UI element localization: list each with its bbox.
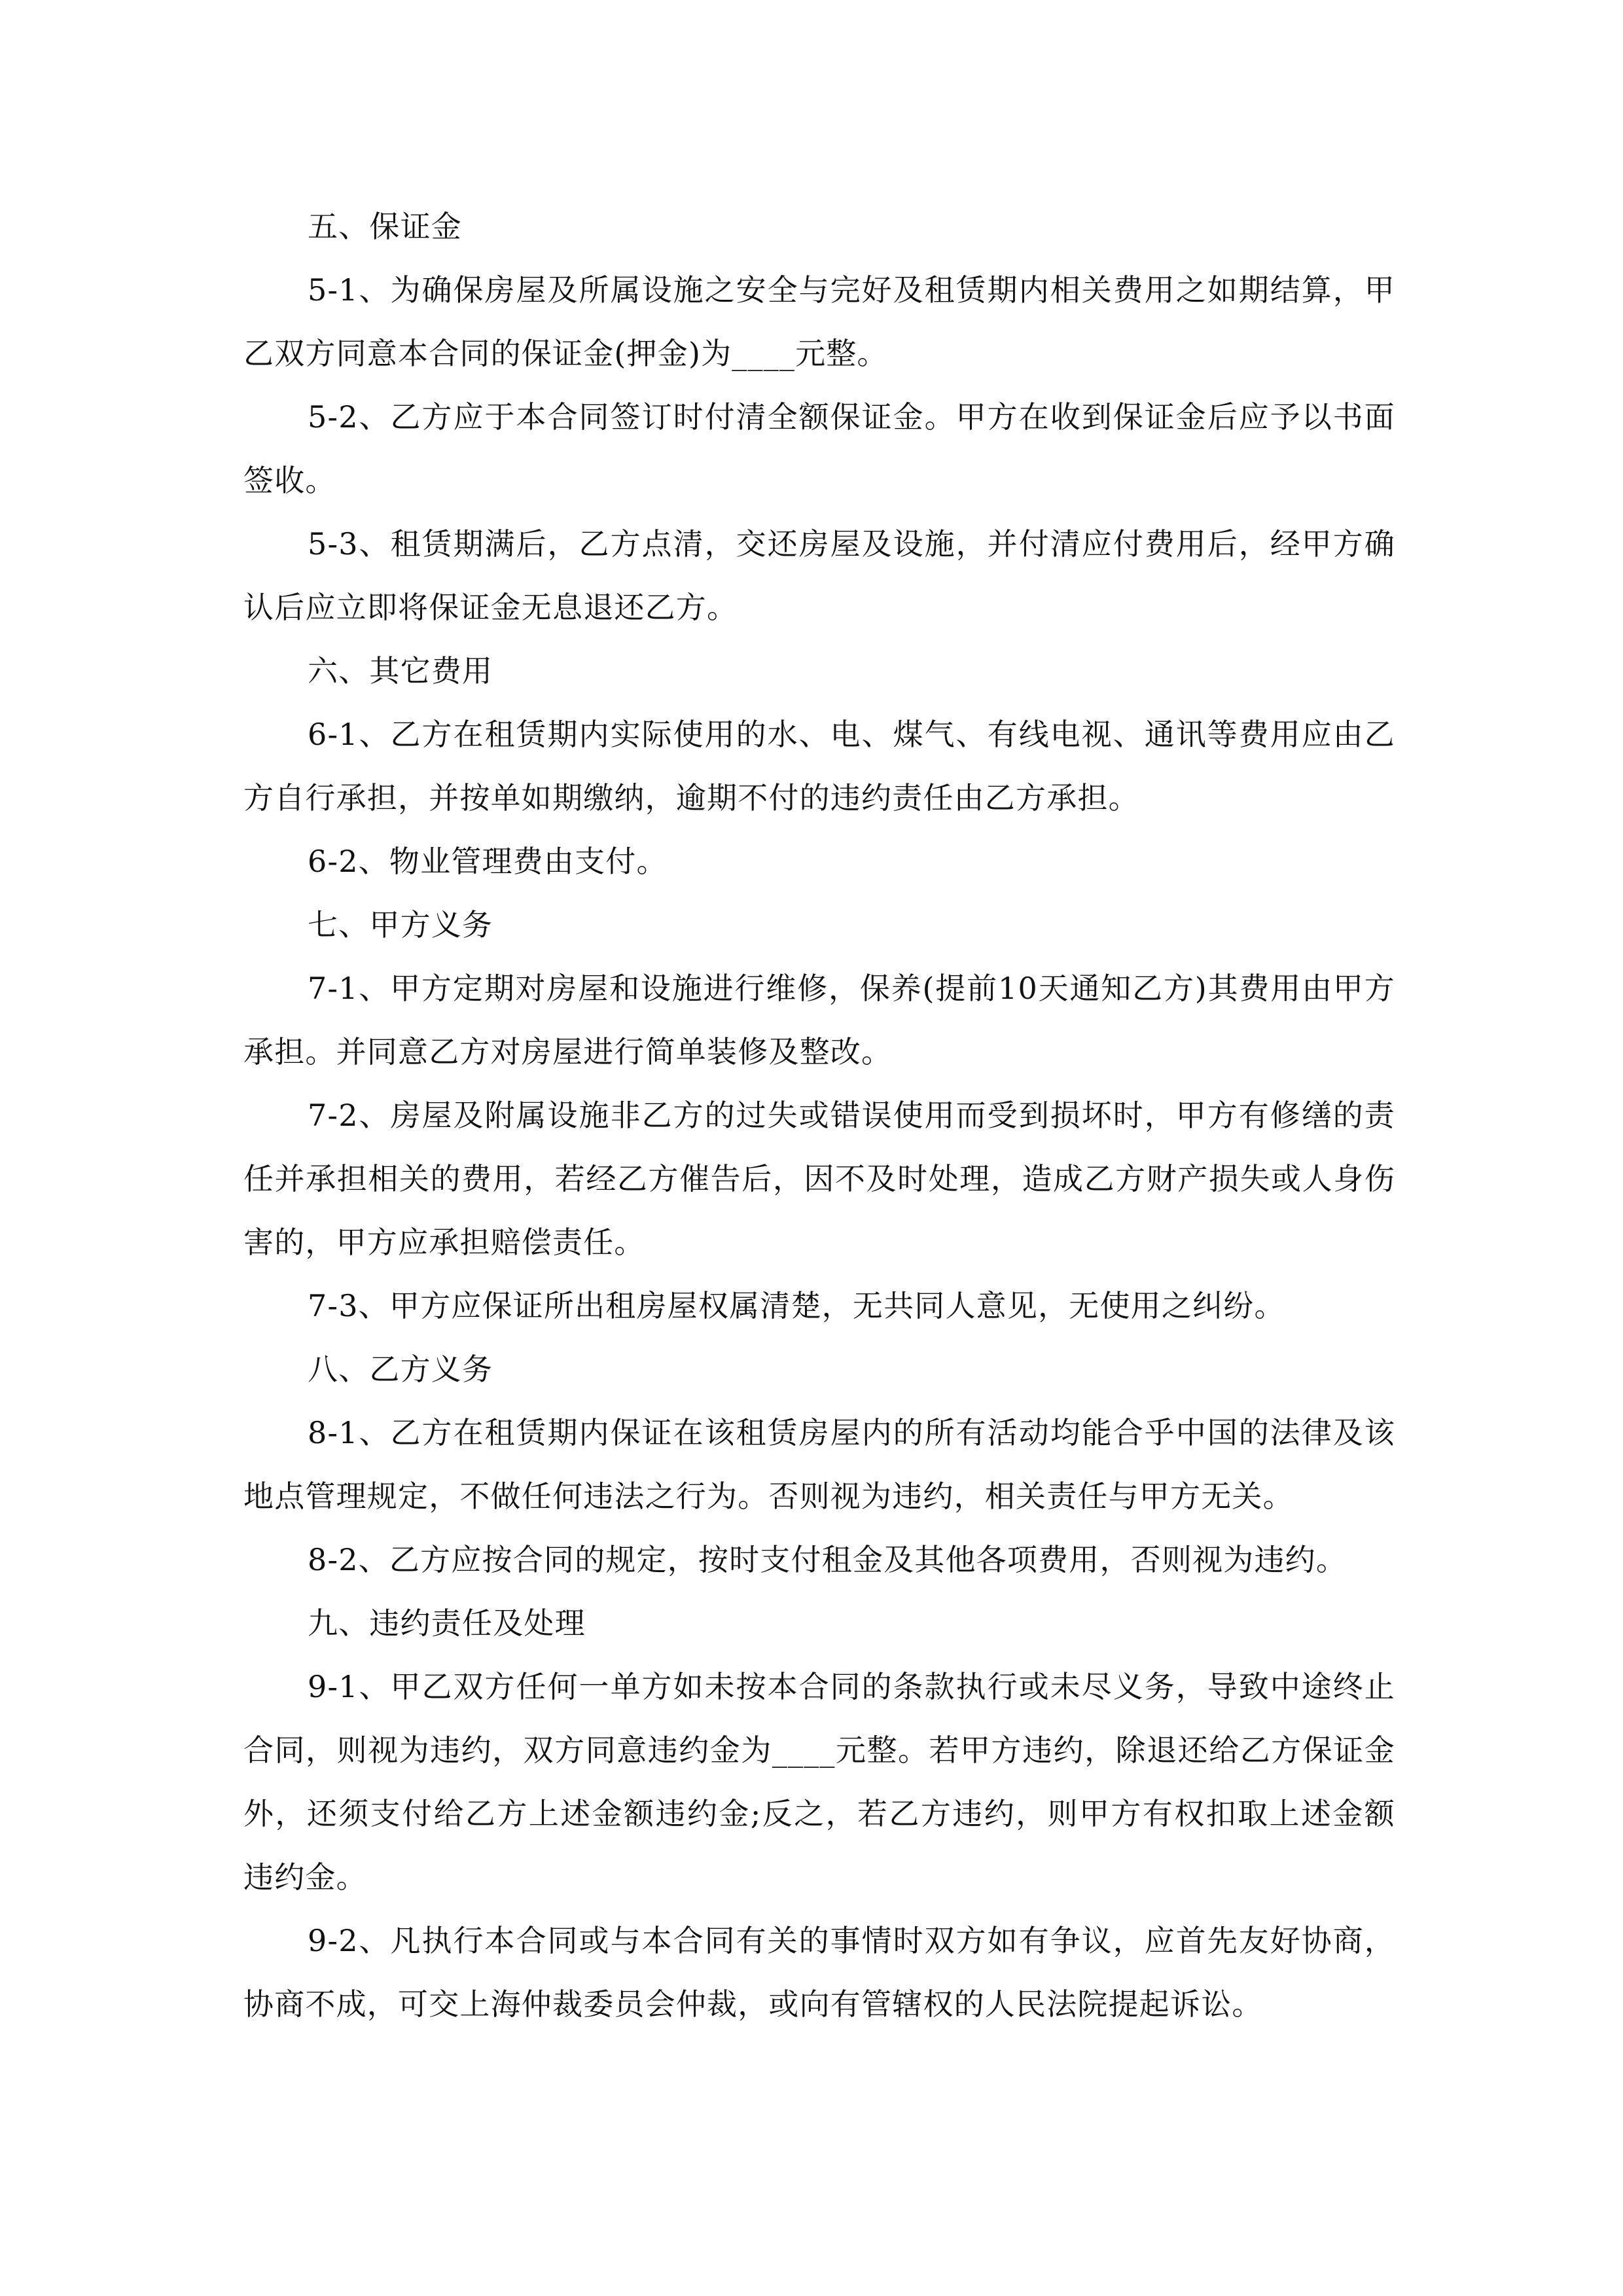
section-heading-party-a-obligations: 七、甲方义务 bbox=[308, 907, 493, 942]
clause-5-3: 5-3、租赁期满后，乙方点清，交还房屋及设施，并付清应付费用后，经甲方确认后应立即将保证金无息退还乙方。 bbox=[243, 526, 1395, 625]
section-heading-party-b-obligations: 八、乙方义务 bbox=[308, 1352, 493, 1387]
clause-9-2: 9-2、凡执行本合同或与本合同有关的事情时双方如有争议，应首先友好协商，协商不成，可交上海仲裁委员会仲裁，或向有管辖权的人民法院提起诉讼。 bbox=[243, 1923, 1395, 2022]
clause-7-1: 7-1、甲方定期对房屋和设施进行维修，保养(提前10天通知乙方)其费用由甲方承担。并同意乙方对房屋进行简单装修及整改。 bbox=[243, 971, 1395, 1069]
clause-6-2: 6-2、物业管理费由支付。 bbox=[308, 844, 668, 879]
clause-7-3: 7-3、甲方应保证所出租房屋权属清楚，无共同人意见，无使用之纠纷。 bbox=[308, 1288, 1285, 1323]
clause-6-1: 6-1、乙方在租赁期内实际使用的水、电、煤气、有线电视、通讯等费用应由乙方自行承担，并按单如期缴纳，逾期不付的违约责任由乙方承担。 bbox=[243, 717, 1395, 816]
clause-7-2: 7-2、房屋及附属设施非乙方的过失或错误使用而受到损坏时，甲方有修缮的责任并承担相关的费用，若经乙方催告后，因不及时处理，造成乙方财产损失或人身伤害的，甲方应承担赔偿责任。 bbox=[243, 1098, 1395, 1260]
section-heading-deposit: 五、保证金 bbox=[308, 209, 462, 244]
clause-5-1: 5-1、为确保房屋及所属设施之安全与完好及租赁期内相关费用之如期结算，甲乙双方同意本合同的保证金(押金)为____元整。 bbox=[243, 272, 1395, 371]
clause-5-2: 5-2、乙方应于本合同签订时付清全额保证金。甲方在收到保证金后应予以书面签收。 bbox=[243, 399, 1395, 498]
clause-8-1: 8-1、乙方在租赁期内保证在该租赁房屋内的所有活动均能合乎中国的法律及该地点管理规定，不做任何违法之行为。否则视为违约，相关责任与甲方无关。 bbox=[243, 1415, 1395, 1514]
clause-8-2: 8-2、乙方应按合同的规定，按时支付租金及其他各项费用，否则视为违约。 bbox=[308, 1542, 1347, 1577]
section-heading-breach: 九、违约责任及处理 bbox=[308, 1605, 586, 1641]
clause-9-1: 9-1、甲乙双方任何一单方如未按本合同的条款执行或未尽义务，导致中途终止合同，则视为违约，双方同意违约金为____元整。若甲方违约，除退还给乙方保证金外，还须支付给乙方上述金额违约金;反之，若乙方违约，则甲方有权扣取上述金额违约金。 bbox=[243, 1669, 1395, 1895]
contract-body bbox=[243, 195, 1395, 2036]
section-heading-other-fees: 六、其它费用 bbox=[308, 653, 493, 689]
